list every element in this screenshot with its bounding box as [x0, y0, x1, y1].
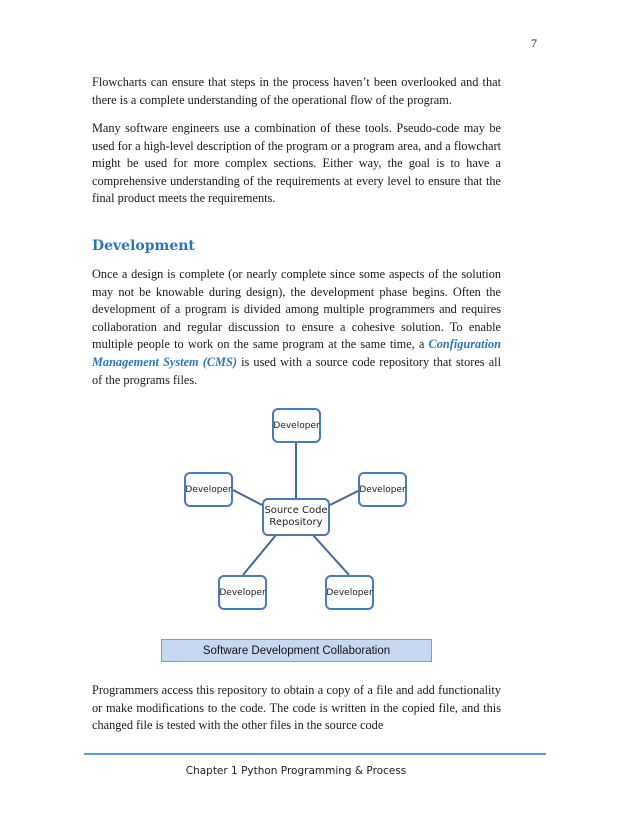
- paragraph-flowcharts: Flowcharts can ensure that steps in the process haven’t been overlooked and that there is a complete understanding of the operational flow of the program.: [92, 75, 501, 107]
- paragraph-repository: Programmers access this repository to obtain a copy of a file and add functionality or make modifications to the code. The code is written in the copied file, and this changed file is tested with the other files in the source code: [92, 683, 501, 733]
- paragraph-development-text-2: is used with a source code repository that stores all of the programs files.: [92, 354, 502, 387]
- repository-label-line1: Source Code: [264, 505, 328, 516]
- developer-node-bottom-right: Developer: [325, 575, 374, 610]
- connector-right: [330, 490, 360, 505]
- developer-node-top: Developer: [272, 408, 321, 443]
- footer-divider: [84, 753, 546, 755]
- page-number: 7: [531, 36, 537, 50]
- source-code-repository-node: [262, 498, 330, 536]
- footer-chapter-title: Chapter 1 Python Programming & Process: [185, 765, 407, 777]
- diagram-caption: Software Development Collaboration: [161, 639, 432, 662]
- connector-left: [233, 490, 262, 505]
- developer-node-right: Developer: [358, 472, 407, 507]
- repository-label-line2: Repository: [269, 517, 323, 528]
- connector-bottom-left: [243, 535, 276, 575]
- developer-node-bottom-left: Developer: [218, 575, 267, 610]
- paragraph-tools: Many software engineers use a combination of these tools. Pseudo-code may be used for a high-level description of the program or a program area, and a flowchart might be used for more complex sections. Either way, the goal is to have a comprehensive understanding of the requirements at every level to ensure that the final product meets the requirements.: [92, 121, 501, 206]
- cms-term: Configuration Management System (CMS): [92, 337, 501, 369]
- connector-bottom-right: [313, 535, 349, 575]
- section-heading-development: Development: [92, 238, 195, 254]
- paragraph-development-text-1: Once a design is complete (or nearly complete since some aspects of the solution may not be knowable during design), the development phase begins. Often the development of a program is divided among multiple programmers and requires collaboration and regular discussion to ensure a cohesive solution. To enable multiple people to work on the same program at the same time, a: [92, 267, 501, 352]
- developer-node-left: Developer: [184, 472, 233, 507]
